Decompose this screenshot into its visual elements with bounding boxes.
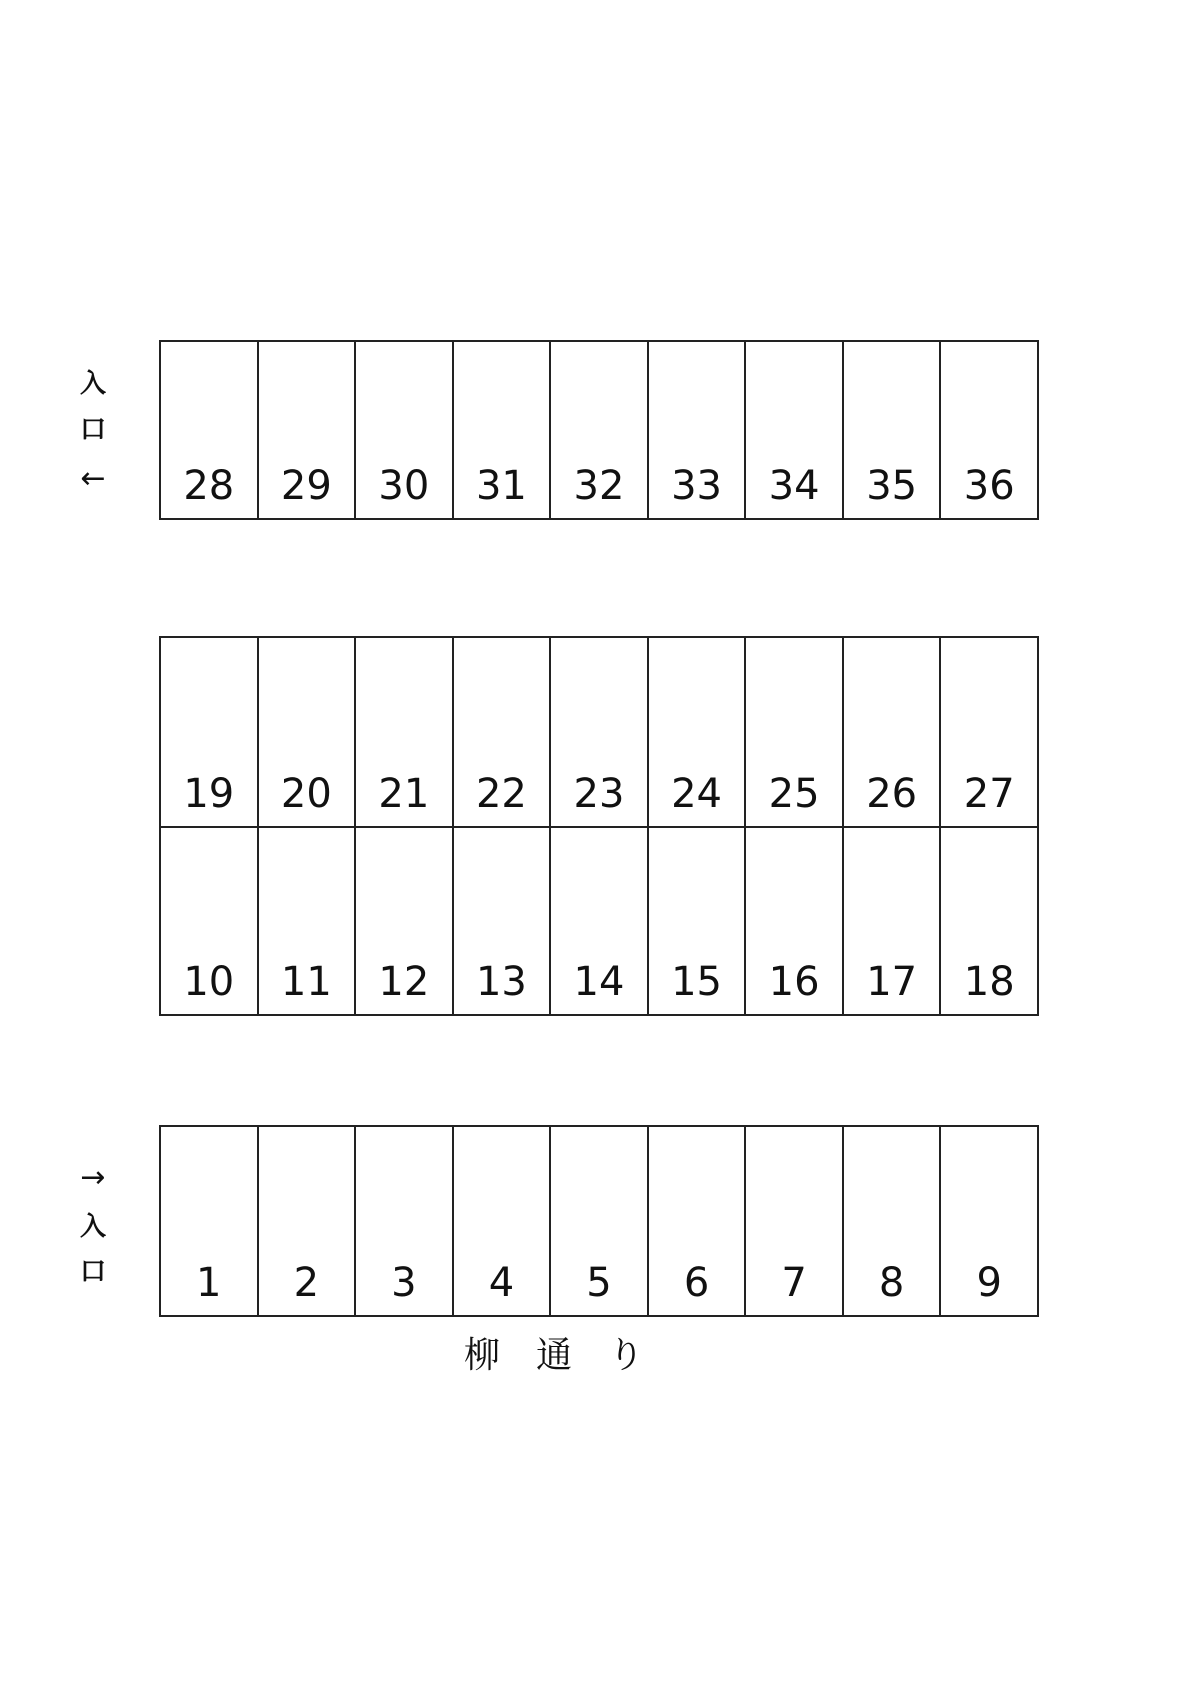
parking-row-bottom — [159, 1125, 1039, 1317]
street-name-label: 柳 通 り — [464, 1335, 645, 1376]
parking-space: 17 — [844, 828, 942, 1016]
parking-space: 19 — [161, 638, 259, 828]
parking-space: 30 — [356, 342, 454, 520]
parking-space: 11 — [259, 828, 357, 1016]
parking-space: 18 — [941, 828, 1039, 1016]
parking-space: 35 — [844, 342, 942, 520]
parking-row-top — [159, 340, 1039, 520]
entrance-top-char-2: 口 — [79, 414, 106, 445]
parking-space: 8 — [844, 1127, 942, 1317]
parking-space: 33 — [649, 342, 747, 520]
parking-space: 14 — [551, 828, 649, 1016]
parking-space: 12 — [356, 828, 454, 1016]
entrance-bottom-label — [73, 1152, 113, 1296]
entrance-bottom-char-1: 入 — [79, 1211, 106, 1242]
right-arrow-icon: → — [80, 1160, 106, 1195]
entrance-bottom-char-2: 口 — [79, 1257, 106, 1287]
left-arrow-icon: ← — [80, 461, 106, 496]
parking-space: 32 — [551, 342, 649, 520]
parking-space: 9 — [941, 1127, 1039, 1317]
parking-space: 28 — [161, 342, 259, 520]
parking-space: 3 — [356, 1127, 454, 1317]
parking-space: 25 — [746, 638, 844, 828]
parking-space: 20 — [259, 638, 357, 828]
parking-space: 22 — [454, 638, 552, 828]
parking-space: 15 — [649, 828, 747, 1016]
parking-space: 10 — [161, 828, 259, 1016]
parking-space: 16 — [746, 828, 844, 1016]
parking-space: 26 — [844, 638, 942, 828]
parking-space: 34 — [746, 342, 844, 520]
parking-space: 2 — [259, 1127, 357, 1317]
parking-space: 1 — [161, 1127, 259, 1317]
parking-block-middle — [159, 636, 1039, 1016]
parking-space: 23 — [551, 638, 649, 828]
parking-space: 31 — [454, 342, 552, 520]
parking-space: 29 — [259, 342, 357, 520]
parking-space: 27 — [941, 638, 1039, 828]
parking-space: 4 — [454, 1127, 552, 1317]
parking-space: 7 — [746, 1127, 844, 1317]
entrance-top-char-1: 入 — [79, 369, 106, 399]
parking-space: 24 — [649, 638, 747, 828]
parking-space: 6 — [649, 1127, 747, 1317]
parking-space: 13 — [454, 828, 552, 1016]
parking-space: 21 — [356, 638, 454, 828]
parking-space: 36 — [941, 342, 1039, 520]
entrance-top-label — [73, 362, 113, 506]
parking-space: 5 — [551, 1127, 649, 1317]
